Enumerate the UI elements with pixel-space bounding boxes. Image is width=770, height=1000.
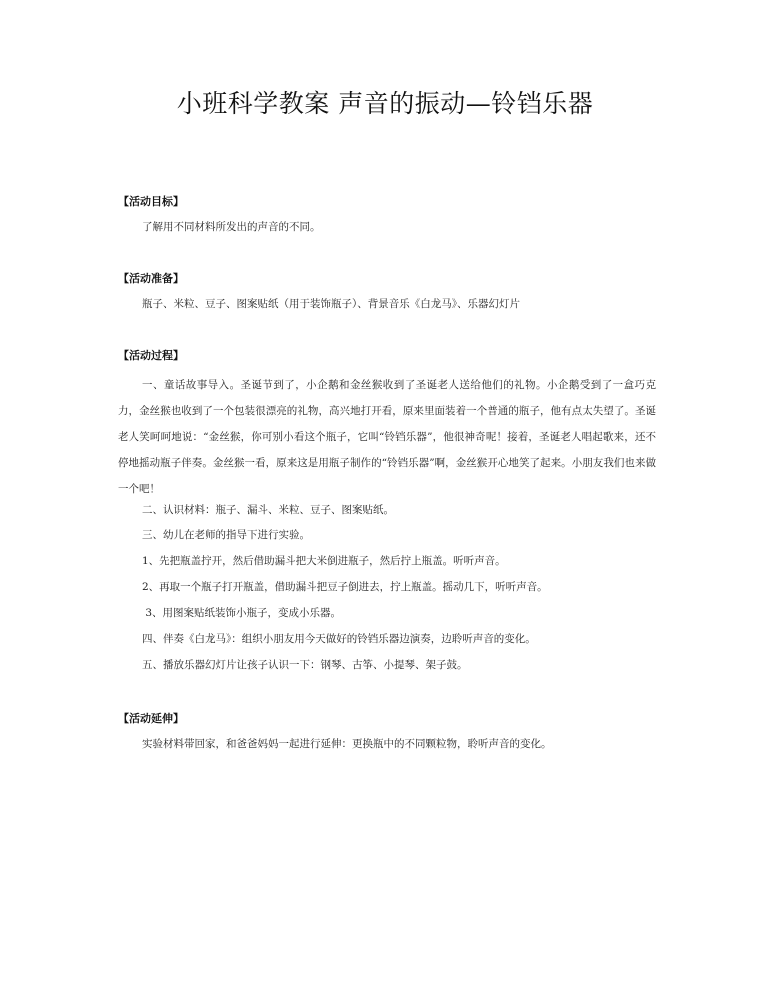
section-heading-process: 【活动过程】 [118, 349, 184, 362]
section-heading-goal: 【活动目标】 [118, 195, 184, 208]
process-step: 二、认识材料：瓶子、漏斗、米粒、豆子、图案贴纸。 [142, 504, 394, 516]
section-heading-prep: 【活动准备】 [118, 272, 184, 285]
goal-text: 了解用不同材料所发出的声音的不同。 [142, 221, 321, 233]
page-title: 小班科学教案 声音的振动—铃铛乐器 [176, 89, 594, 118]
process-story-paragraph: 一、童话故事导入。圣诞节到了，小企鹅和金丝猴收到了圣诞老人送给他们的礼物。小企鹅受到了一盒巧克力，金丝猴也收到了一个包装很漂亮的礼物，高兴地打开看，原来里面装着一个普通的瓶子，他有点太失望了。圣诞老人笑呵呵地说：“金丝猴，你可别小看这个瓶子，它叫“铃铛乐器”，他很神奇呢！接着，圣诞老人唱起歌来，还不停地摇动瓶子伴奏。金丝猴一看，原来这是用瓶子制作的“铃铛乐器”啊，金丝猴开心地笑了起来。小朋友我们也来做一个吧！ [118, 379, 656, 495]
process-step: 四、伴奏《白龙马》：组织小朋友用今天做好的铃铛乐器边演奏，边聆听声音的变化。 [142, 633, 536, 645]
extension-text: 实验材料带回家，和爸爸妈妈一起进行延伸：更换瓶中的不同颗粒物，聆听声音的变化。 [142, 738, 552, 750]
section-heading-extension: 【活动延伸】 [118, 712, 184, 725]
process-step: 3、用图案贴纸装饰小瓶子，变成小乐器。 [142, 607, 342, 619]
process-step: 三、幼儿在老师的指导下进行实验。 [142, 529, 310, 541]
process-step: 五、播放乐器幻灯片让孩子认识一下：钢琴、古筝、小提琴、架子鼓。 [142, 659, 468, 671]
process-step: 1、先把瓶盖拧开，然后借助漏斗把大米倒进瓶子，然后拧上瓶盖。听听声音。 [142, 555, 506, 567]
process-step: 2、再取一个瓶子打开瓶盖，借助漏斗把豆子倒进去，拧上瓶盖。摇动几下，听听声音。 [142, 581, 548, 593]
prep-text: 瓶子、米粒、豆子、图案贴纸（用于装饰瓶子）、背景音乐《白龙马》、乐器幻灯片 [142, 298, 520, 310]
